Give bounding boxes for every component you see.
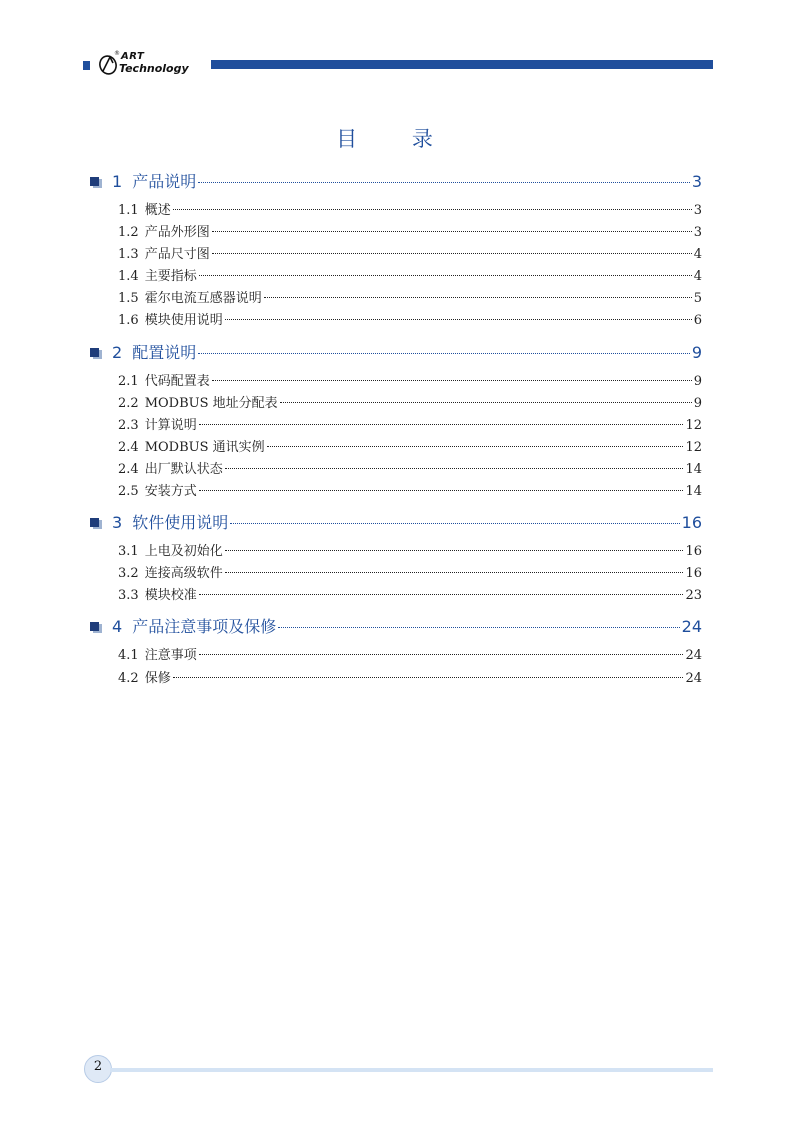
toc-section-number: 2 <box>112 342 123 362</box>
toc-item-page: 5 <box>693 291 702 307</box>
toc-section <box>90 614 702 688</box>
header-square <box>83 61 90 70</box>
toc-section-number: 1 <box>112 172 123 191</box>
toc-item-page: 24 <box>685 670 702 686</box>
toc-item-page: 14 <box>685 484 702 500</box>
toc-section-page: 9 <box>691 342 702 362</box>
dot-leader <box>230 523 679 524</box>
toc-item-page: 3 <box>693 225 702 241</box>
toc-subsection-entry[interactable] <box>118 287 702 309</box>
toc-section-page: 3 <box>691 172 702 191</box>
toc-item-page: 23 <box>685 588 702 604</box>
toc-item-label: 安装方式 <box>144 484 197 500</box>
dot-leader <box>199 490 684 491</box>
dot-leader <box>225 319 692 320</box>
toc-item-page: 16 <box>685 544 702 560</box>
toc-item-label: 保修 <box>144 670 171 686</box>
toc-item-label: 代码配置表 <box>144 373 210 389</box>
toc-section-label: 配置说明 <box>132 342 197 362</box>
toc-item-page: 24 <box>685 648 702 664</box>
toc-item-number: 3.2 <box>118 566 139 582</box>
toc-item-label: 上电及初始化 <box>144 544 223 560</box>
toc-section-page: 24 <box>681 617 702 637</box>
logo-line1: ART <box>121 51 145 62</box>
toc-item-number: 2.3 <box>118 417 139 433</box>
toc-subsection-entry[interactable] <box>118 667 702 689</box>
toc-item-page: 9 <box>693 395 702 411</box>
toc-subsection-entry[interactable] <box>118 458 702 480</box>
toc-section-entry[interactable] <box>90 169 702 195</box>
toc-subsection-entry[interactable] <box>118 199 702 221</box>
toc-item-label: 霍尔电流互感器说明 <box>144 291 262 307</box>
toc-item-number: 1.1 <box>118 203 139 218</box>
toc-section-entry[interactable] <box>90 340 702 366</box>
toc-item-label: 模块校准 <box>144 588 197 604</box>
dot-leader <box>280 402 692 403</box>
section-square-icon <box>90 177 102 188</box>
dot-leader <box>225 550 684 551</box>
toc-subsection-list <box>90 540 702 606</box>
section-square-icon <box>90 348 102 359</box>
toc-subsection-entry[interactable] <box>118 309 702 331</box>
toc-section-page: 16 <box>681 513 702 533</box>
dot-leader <box>173 677 684 678</box>
toc-item-number: 4.1 <box>118 648 139 664</box>
toc-subsection-entry[interactable] <box>118 265 702 287</box>
footer-page-number: 2 <box>93 1059 103 1074</box>
dot-leader <box>199 424 684 425</box>
toc-item-page: 4 <box>693 269 702 285</box>
toc-subsection-list <box>90 644 702 688</box>
toc-section-entry[interactable] <box>90 510 702 536</box>
toc-item-label: 出厂默认状态 <box>144 461 223 477</box>
toc-subsection-entry[interactable] <box>118 540 702 562</box>
toc-item-page: 4 <box>693 247 702 263</box>
toc-item-number: 1.2 <box>118 225 139 241</box>
toc-item-number: 2.2 <box>118 395 139 411</box>
toc-subsection-entry[interactable] <box>118 370 702 392</box>
toc-item-number: 2.5 <box>118 484 139 500</box>
toc-item-number: 2.4 <box>118 461 139 477</box>
dot-leader <box>278 627 679 628</box>
toc-item-number: 3.3 <box>118 588 139 604</box>
toc-item-number: 1.5 <box>118 291 139 307</box>
logo-line2: Technology <box>119 62 189 75</box>
toc-item-page: 16 <box>685 566 702 582</box>
toc-subsection-entry[interactable] <box>118 480 702 502</box>
dot-leader <box>199 594 684 595</box>
toc-item-page: 14 <box>685 461 702 477</box>
toc-subsection-entry[interactable] <box>118 414 702 436</box>
toc-item-page: 12 <box>685 439 702 455</box>
toc-section-label: 产品注意事项及保修 <box>132 617 277 637</box>
toc-section <box>90 510 702 606</box>
toc-item-label: 注意事项 <box>144 648 197 664</box>
toc-section <box>90 169 702 332</box>
table-of-contents <box>90 165 702 697</box>
toc-item-page: 3 <box>693 203 702 218</box>
toc-item-label: 计算说明 <box>144 417 197 433</box>
toc-subsection-entry[interactable] <box>118 243 702 265</box>
toc-section-number: 3 <box>112 513 123 533</box>
dot-leader <box>225 468 684 469</box>
toc-item-label: 产品外形图 <box>144 225 210 241</box>
toc-item-number: 1.6 <box>118 313 139 329</box>
dot-leader <box>199 275 692 276</box>
dot-leader <box>173 209 692 210</box>
section-square-icon <box>90 518 102 529</box>
toc-item-label: 产品尺寸图 <box>144 247 210 263</box>
header-bar <box>211 60 713 69</box>
toc-item-number: 4.2 <box>118 670 139 686</box>
toc-item-label: 主要指标 <box>144 269 197 285</box>
toc-section-label: 软件使用说明 <box>132 513 229 533</box>
footer-line <box>110 1068 713 1072</box>
logo-registered-mark: ® <box>114 50 120 57</box>
dot-leader <box>198 182 690 183</box>
dot-leader <box>212 253 692 254</box>
dot-leader <box>225 572 684 573</box>
toc-item-label: 模块使用说明 <box>144 313 223 329</box>
toc-subsection-entry[interactable] <box>118 644 702 666</box>
section-square-icon <box>90 622 102 633</box>
toc-item-label: MODBUS 地址分配表 <box>144 395 278 411</box>
toc-section-label: 产品说明 <box>132 172 197 191</box>
dot-leader <box>267 446 684 447</box>
toc-section-number: 4 <box>112 617 123 637</box>
toc-item-label: 概述 <box>144 203 171 218</box>
toc-subsection-list <box>90 370 702 503</box>
page-title: 目 录 <box>336 127 457 151</box>
toc-subsection-entry[interactable] <box>118 392 702 414</box>
toc-item-number: 3.1 <box>118 544 139 560</box>
toc-subsection-entry[interactable] <box>118 584 702 606</box>
dot-leader <box>198 353 690 354</box>
toc-section-entry[interactable] <box>90 614 702 640</box>
toc-item-number: 1.4 <box>118 269 139 285</box>
toc-item-number: 2.1 <box>118 373 139 389</box>
dot-leader <box>212 380 692 381</box>
art-technology-logo <box>97 50 207 78</box>
toc-item-page: 12 <box>685 417 702 433</box>
toc-item-number: 1.3 <box>118 247 139 263</box>
toc-subsection-entry[interactable] <box>118 221 702 243</box>
toc-item-number: 2.4 <box>118 439 139 455</box>
toc-subsection-list <box>90 199 702 332</box>
toc-section <box>90 340 702 503</box>
toc-item-label: MODBUS 通讯实例 <box>144 439 265 455</box>
toc-subsection-entry[interactable] <box>118 436 702 458</box>
toc-item-page: 6 <box>693 313 702 329</box>
toc-item-label: 连接高级软件 <box>144 566 223 582</box>
dot-leader <box>212 231 692 232</box>
dot-leader <box>264 297 692 298</box>
dot-leader <box>199 654 684 655</box>
toc-subsection-entry[interactable] <box>118 562 702 584</box>
toc-item-page: 9 <box>693 373 702 389</box>
